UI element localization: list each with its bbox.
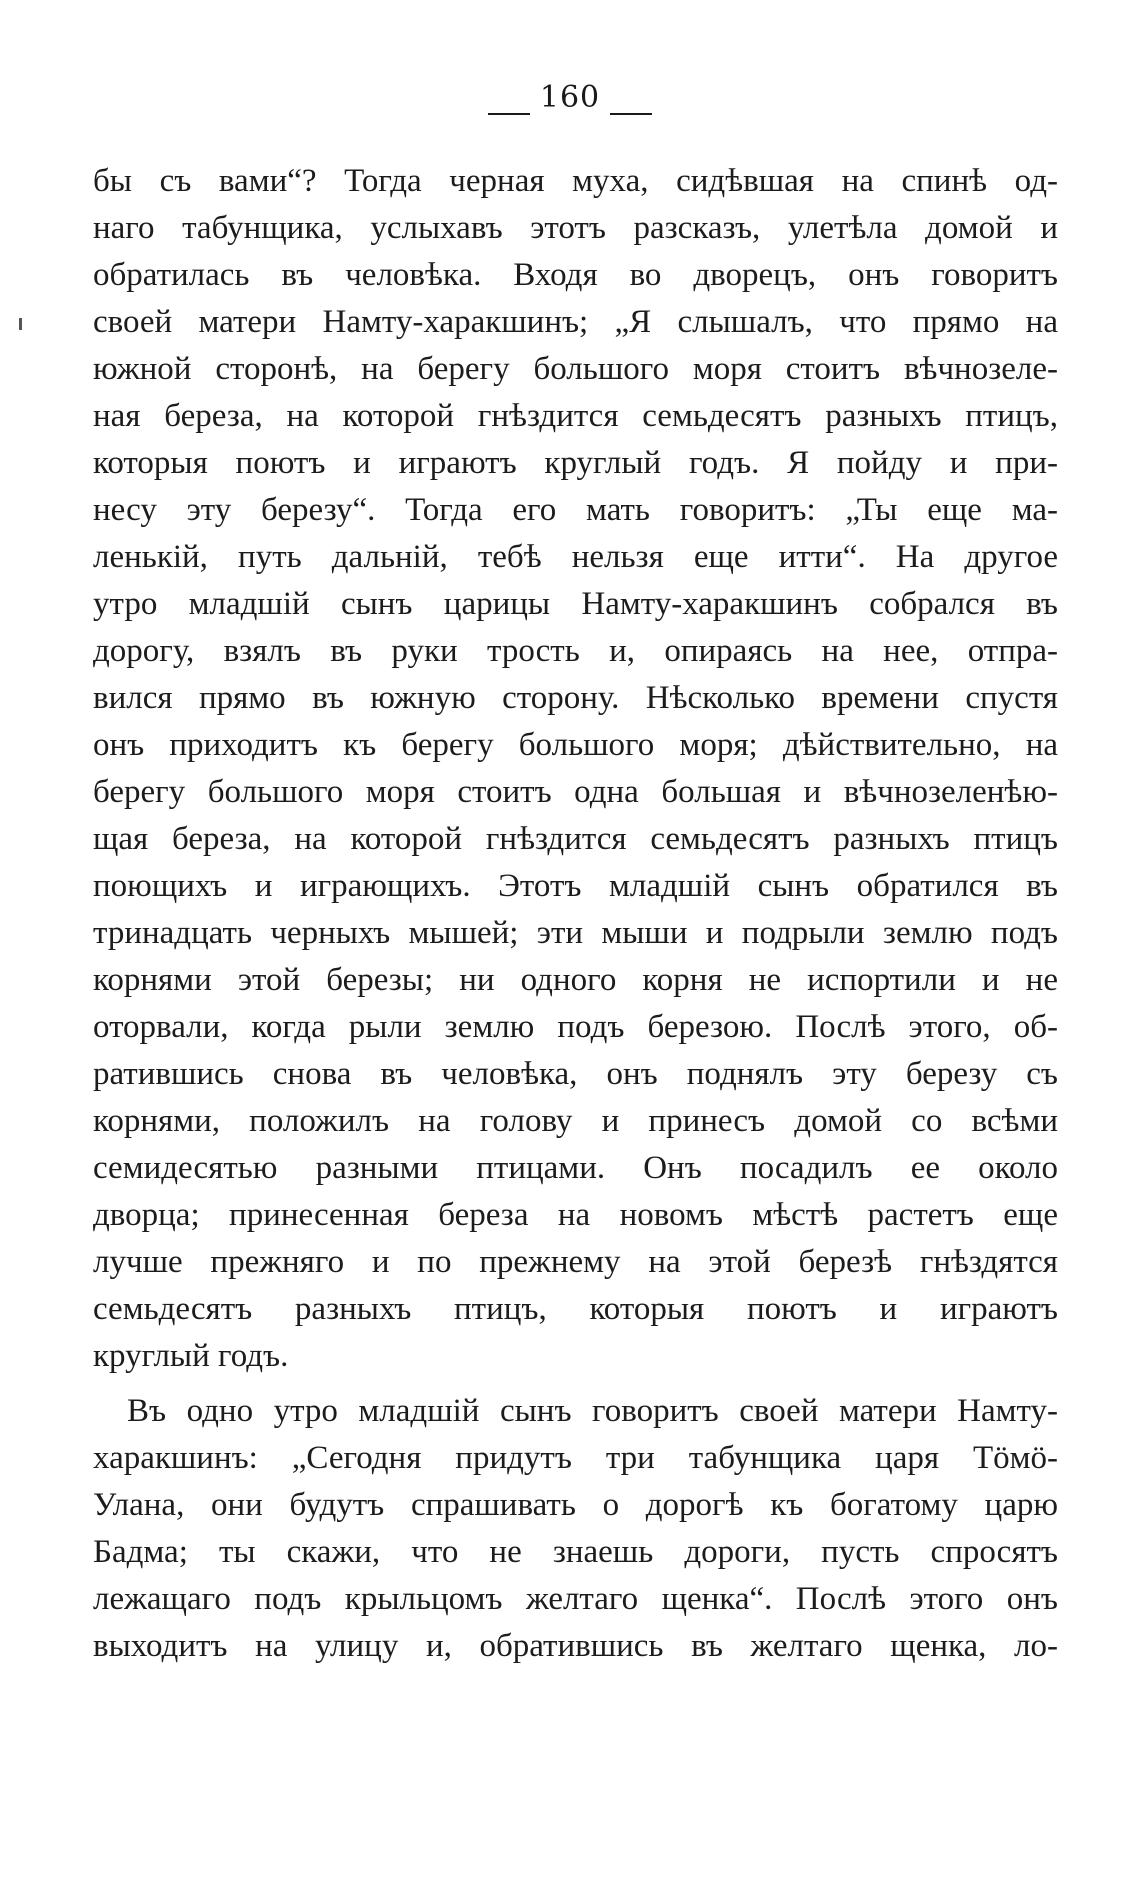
- page-number-text: 160: [539, 80, 601, 115]
- text-line: тринадцать черныхъ мышей; эти мыши и подрыли землю подъ: [93, 915, 1058, 951]
- page-number-left-rule: [488, 113, 530, 115]
- text-line: Въ одно утро младшій сынъ говоритъ своей матери Намту-: [127, 1393, 1058, 1429]
- text-line: харакшинъ: „Сегодня придутъ три табунщика царя Тӧмӧ-: [93, 1440, 1058, 1476]
- text-line: семьдесятъ разныхъ птицъ, которыя поютъ и играютъ: [93, 1291, 1058, 1327]
- text-line: круглый годъ.: [93, 1338, 289, 1374]
- text-line: выходитъ на улицу и, обратившись въ желтаго щенка, ло-: [93, 1628, 1058, 1664]
- text-line: корнями этой березы; ни одного корня не испортили и не: [93, 962, 1058, 998]
- text-line: лучше прежняго и по прежнему на этой березѣ гнѣздятся: [93, 1244, 1058, 1280]
- text-line: несу эту березу“. Тогда его мать говоритъ: „Ты еще ма-: [93, 492, 1058, 528]
- text-line: утро младшій сынъ царицы Намту-харакшинъ собрался въ: [93, 586, 1058, 622]
- page-number: [0, 80, 1140, 115]
- text-line: ленькій, путь дальній, тебѣ нельзя еще итти“. На другое: [93, 539, 1058, 575]
- text-line: поющихъ и играющихъ. Этотъ младшій сынъ обратился въ: [93, 868, 1058, 904]
- text-line: Бадма; ты скажи, что не знаешь дороги, пусть спросятъ: [93, 1534, 1058, 1570]
- page-number-right-rule: [610, 113, 652, 115]
- text-line: корнями, положилъ на голову и принесъ домой со всѣми: [93, 1103, 1058, 1139]
- text-line: лежащаго подъ крыльцомъ желтаго щенка“. Послѣ этого онъ: [93, 1581, 1058, 1617]
- text-line: онъ приходитъ къ берегу большого моря; дѣйствительно, на: [93, 727, 1058, 763]
- body-text: [93, 158, 1058, 1670]
- text-line: южной сторонѣ, на берегу большого моря стоитъ вѣчнозеле-: [93, 351, 1058, 387]
- text-line: наго табунщика, услыхавъ этотъ разсказъ, улетѣла домой и: [93, 210, 1058, 246]
- text-line: семидесятью разными птицами. Онъ посадилъ ее около: [93, 1150, 1058, 1186]
- text-line: дорогу, взялъ въ руки трость и, опираясь на нее, отпра-: [93, 633, 1058, 669]
- text-line: ратившись снова въ человѣка, онъ поднялъ эту березу съ: [93, 1056, 1058, 1092]
- text-line: Улана, они будутъ спрашивать о дорогѣ къ богатому царю: [93, 1487, 1058, 1523]
- text-line: бы съ вами“? Тогда черная муха, сидѣвшая на спинѣ од-: [93, 163, 1058, 199]
- text-line: оторвали, когда рыли землю подъ березою. Послѣ этого, об-: [93, 1009, 1058, 1045]
- text-line: вился прямо въ южную сторону. Нѣсколько времени спустя: [93, 680, 1058, 716]
- paragraph-gap: [93, 1380, 1058, 1388]
- text-line: обратилась въ человѣка. Входя во дворецъ, онъ говоритъ: [93, 257, 1058, 293]
- paragraph-2: [93, 1388, 1058, 1670]
- text-line: своей матери Намту-харакшинъ; „Я слышалъ, что прямо на: [93, 304, 1058, 340]
- text-line: дворца; принесенная береза на новомъ мѣстѣ растетъ еще: [93, 1197, 1058, 1233]
- text-line: берегу большого моря стоитъ одна большая и вѣчнозеленѣю-: [93, 774, 1058, 810]
- text-line: щая береза, на которой гнѣздится семьдесятъ разныхъ птицъ: [93, 821, 1058, 857]
- text-line: которыя поютъ и играютъ круглый годъ. Я пойду и при-: [93, 445, 1058, 481]
- margin-mark: [19, 318, 22, 330]
- text-line: ная береза, на которой гнѣздится семьдесятъ разныхъ птицъ,: [93, 398, 1058, 434]
- paragraph-1: [93, 158, 1058, 1380]
